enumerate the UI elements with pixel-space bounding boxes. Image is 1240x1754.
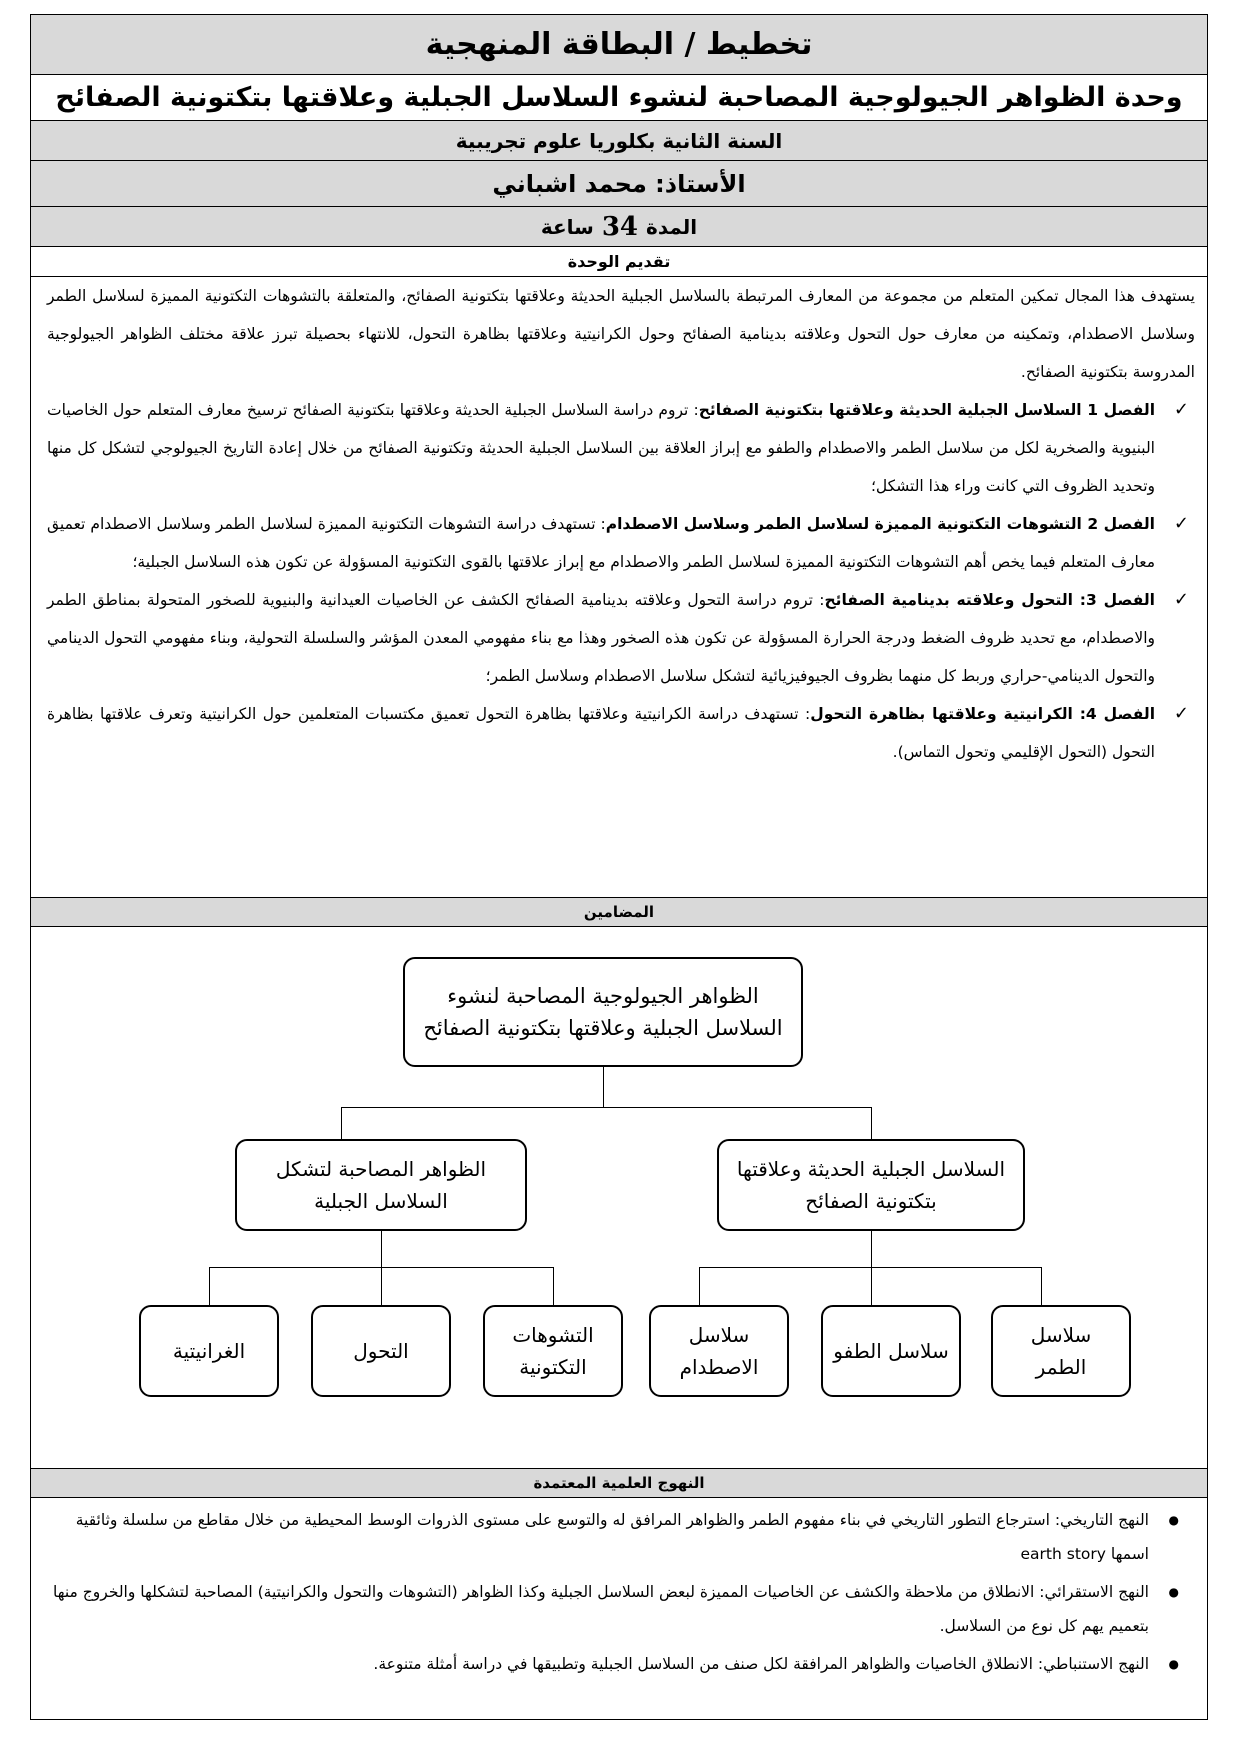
diagram-branch-right: السلاسل الجبلية الحديثة وعلاقتها بتكتونية الصفائح: [717, 1139, 1025, 1231]
methods-heading: النهوج العلمية المعتمدة: [31, 1468, 1207, 1498]
methods-section: [47, 1503, 1195, 1685]
level-label: السنة الثانية بكلوريا علوم تجريبية: [31, 121, 1207, 161]
diagram-leaf-obduction-chains: سلاسل الطفو: [821, 1305, 961, 1397]
diagram-root-box: الظواهر الجيولوجية المصاحبة لنشوء السلاسل الجبلية وعلاقتها بتكتونية الصفائح: [403, 957, 803, 1067]
lesson-card: [30, 14, 1208, 1720]
chapter-item: [47, 695, 1195, 771]
chapter-item: [47, 581, 1195, 695]
connector-line: [1041, 1267, 1042, 1305]
intro-section: [47, 277, 1195, 895]
method-item: ● النهج الاستنباطي: الانطلاق الخاصيات والظواهر المرافقة لكل صنف من السلاسل الجبلية وتطبيقها في دراسة أمثلة متنوعة.: [47, 1647, 1149, 1681]
duration-prefix: المدة: [646, 214, 698, 239]
method-item: ● النهج الاستقرائي: الانطلاق من ملاحظة والكشف عن الخاصيات المميزة لبعض السلاسل الجبلية وكذا الظواهر (التشوهات والتحول والكرانيتية) المصاحبة لتشكلها والخروج منها بتعميم يهم كل نوع من السلاسل.: [47, 1575, 1149, 1643]
method-item: ● النهج التاريخي: استرجاع التطور التاريخي في بناء مفهوم الطمر والظواهر المرافق له والتوسع على مستوى الذروات الوسط المحيطية من خلال مقاطع من سلسلة وثائقية اسمها earth story: [47, 1503, 1149, 1571]
contents-heading: المضامين: [31, 897, 1207, 927]
connector-line: [341, 1107, 342, 1139]
connector-line: [871, 1267, 872, 1305]
intro-paragraph: يستهدف هذا المجال تمكين المتعلم من مجموعة من المعارف المرتبطة بالسلاسل الجبلية الحديثة وعلاقتها بتكتونية الصفائح، والمتعلقة بالتشوهات التكتونية المميزة لسلاسل الطمر وسلاسل الاصطدام، وتمكينه من معارف حول التحول وعلاقته بدينامية الصفائح وحول الكرانيتية وعلاقتها بظاهرة التحول، للانتهاء بحصيلة تبرز علاقة مختلف الظواهر الجيولوجية المدروسة بتكتونية الصفائح.: [47, 287, 1195, 381]
chapter-title: الفصل 4: الكرانيتية وعلاقتها بظاهرة التحول: [810, 705, 1156, 723]
connector-line: [871, 1231, 872, 1267]
diagram-leaf-metamorphism: التحول: [311, 1305, 451, 1397]
connector-line: [209, 1267, 210, 1305]
chapter-title: الفصل 2 التشوهات التكتونية المميزة لسلاسل الطمر وسلاسل الاصطدام: [605, 515, 1155, 533]
chapter-text: : تروم دراسة التحول وعلاقته بدينامية الصفائح الكشف عن الخاصيات العيدانية والبنيوية للصخور المتحولة بمناطق الطمر والاصطدام، مع تحديد ظروف الضغط ودرجة الحرارة المسؤولة عن تكون هذه الصخور وهذا مع بناء مفهومي المعدن المؤشر والسلسلة التحولية، وبناء مفهومي التحول الدينامي والتحول الدينامي-حراري وربط كل منهما بظروف الجيوفيزيائية لتشكل سلاسل الاصطدام وسلاسل الطمر؛: [47, 591, 1155, 685]
contents-diagram: [31, 927, 1207, 1467]
connector-line: [381, 1231, 382, 1267]
chapter-item: [47, 505, 1195, 581]
check-icon: ✓: [1173, 589, 1189, 610]
connector-line: [871, 1107, 872, 1139]
connector-line: [381, 1267, 382, 1305]
chapter-text: : تستهدف دراسة الكرانيتية وعلاقتها بظاهرة التحول تعميق مكتسبات المتعلمين حول الكرانيتية وتعرف علاقتها بظاهرة التحول (التحول الإقليمي وتحول التماس).: [47, 705, 1155, 761]
diagram-branch-left: الظواهر المصاحبة لتشكل السلاسل الجبلية: [235, 1139, 527, 1231]
connector-line: [699, 1267, 1041, 1268]
chapter-item: [47, 391, 1195, 505]
chapter-title: الفصل 3: التحول وعلاقته بدينامية الصفائح: [824, 591, 1155, 609]
methods-list: [47, 1503, 1195, 1681]
connector-line: [603, 1067, 604, 1107]
page-title: تخطيط / البطاقة المنهجية: [31, 15, 1207, 75]
chapter-text: : تستهدف دراسة التشوهات التكتونية المميزة لسلاسل الطمر وسلاسل الاصطدام تعميق معارف المتعلم فيما يخص أهم التشوهات التكتونية المميزة لسلاسل الطمر والاصطدام مع إبراز علاقتها بالقوى التكتونية المسؤولة عن تكون هذه السلاسل الجبلية؛: [47, 515, 1155, 571]
connector-line: [553, 1267, 554, 1305]
connector-line: [699, 1267, 700, 1305]
duration-suffix: ساعة: [540, 214, 594, 239]
diagram-leaf-collision-chains: سلاسل الاصطدام: [649, 1305, 789, 1397]
diagram-leaf-subduction-chains: سلاسل الطمر: [991, 1305, 1131, 1397]
check-icon: ✓: [1173, 513, 1189, 534]
diagram-leaf-granitization: الغرانيتية: [139, 1305, 279, 1397]
diagram-leaf-tectonic-deformations: التشوهات التكتونية: [483, 1305, 623, 1397]
connector-line: [341, 1107, 871, 1108]
intro-heading: تقديم الوحدة: [31, 247, 1207, 277]
duration-row: [31, 207, 1207, 247]
unit-title: وحدة الظواهر الجيولوجية المصاحبة لنشوء السلاسل الجبلية وعلاقتها بتكتونية الصفائح: [31, 75, 1207, 121]
check-icon: ✓: [1173, 703, 1189, 724]
teacher-label: الأستاذ: محمد اشباني: [31, 161, 1207, 207]
check-icon: ✓: [1173, 399, 1189, 420]
chapter-title: الفصل 1 السلاسل الجبلية الحديثة وعلاقتها بتكتونية الصفائح: [698, 401, 1156, 419]
chapter-text: : تروم دراسة السلاسل الجبلية الحديثة وعلاقتها بتكتونية الصفائح ترسيخ معارف المتعلم حول الخاصيات البنيوية والصخرية لكل من سلاسل الطمر والاصطدام والطفو مع إبراز العلاقة بين السلاسل الجبلية الحديثة وتكتونية الصفائح من خلال إعادة التاريخ الجيولوجي لتشكل كل منها وتحديد الظروف التي كانت وراء هذا التشكل؛: [47, 401, 1155, 495]
duration-value: 34: [601, 211, 639, 242]
